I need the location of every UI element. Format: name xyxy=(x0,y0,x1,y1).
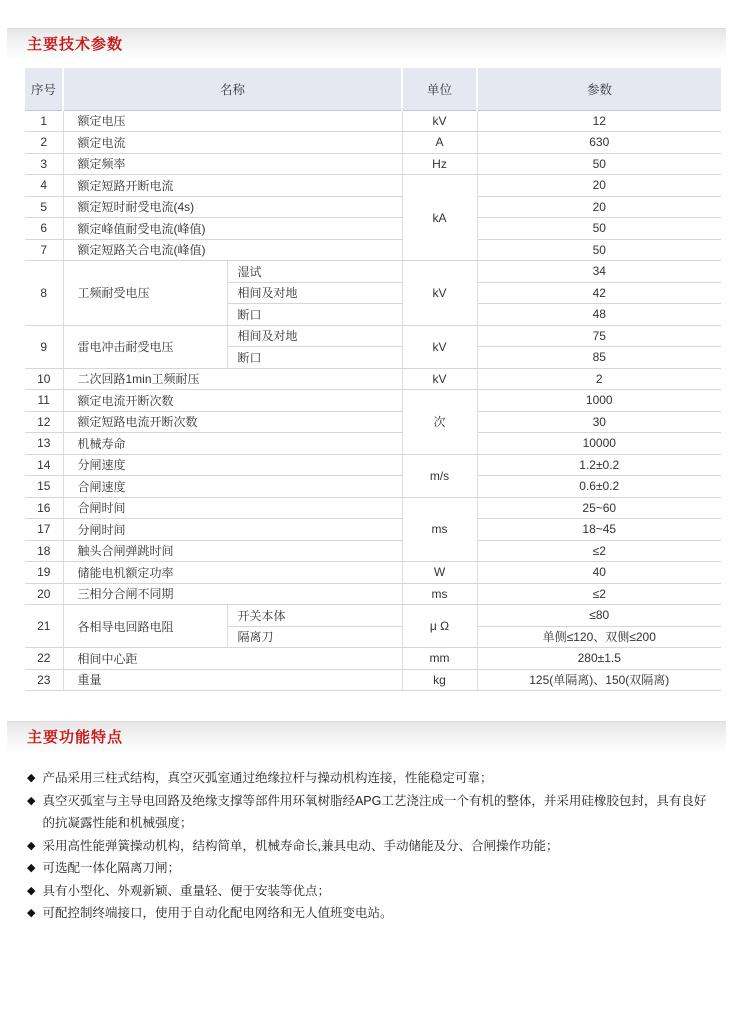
cell-unit: kV xyxy=(402,110,477,132)
table-row xyxy=(25,132,721,154)
cell-name: 分闸速度 xyxy=(63,454,402,476)
cell-unit: kg xyxy=(402,669,477,691)
feature-text: 产品采用三柱式结构，真空灭弧室通过绝缘拉杆与操动机构连接，性能稳定可靠； xyxy=(42,771,493,785)
page-title: 主要技术参数 xyxy=(27,36,124,53)
cell-val: 48 xyxy=(477,304,721,326)
cell-val: 125(单隔离)、150(双隔离) xyxy=(477,669,721,691)
cell-unit: ms xyxy=(402,497,477,562)
cell-sub: 湿试 xyxy=(227,261,402,283)
cell-unit: W xyxy=(402,562,477,584)
feature-text: 具有小型化、外观新颖、重量轻、便于安装等优点； xyxy=(42,883,330,898)
cell-no: 7 xyxy=(25,239,63,261)
cell-no: 9 xyxy=(25,325,63,368)
cell-val: 12 xyxy=(477,110,721,132)
cell-val: 630 xyxy=(477,132,721,154)
cell-val: 18~45 xyxy=(477,519,721,541)
cell-name: 分闸时间 xyxy=(63,519,402,541)
cell-name: 机械寿命 xyxy=(63,433,402,455)
cell-unit: kV xyxy=(402,325,477,368)
feature-text: 可配控制终端接口，使用于自动化配电网络和无人值班变电站。 xyxy=(42,906,393,920)
cell-unit: kA xyxy=(402,175,477,261)
cell-unit: ms xyxy=(402,583,477,605)
table-row xyxy=(25,325,721,347)
diamond-bullet-icon: ◆ xyxy=(27,794,36,807)
table-row xyxy=(25,196,721,218)
cell-no: 19 xyxy=(25,562,63,584)
cell-unit: kV xyxy=(402,261,477,326)
cell-val: ≤2 xyxy=(477,540,721,562)
cell-val: 75 xyxy=(477,325,721,347)
cell-unit: m/s xyxy=(402,454,477,497)
cell-val: 20 xyxy=(477,175,721,197)
cell-no: 5 xyxy=(25,196,63,218)
cell-name: 额定短路关合电流(峰值) xyxy=(63,239,402,261)
cell-name: 合闸速度 xyxy=(63,476,402,498)
table-row xyxy=(25,110,721,132)
cell-unit: A xyxy=(402,132,477,154)
cell-val: 20 xyxy=(477,196,721,218)
cell-name: 三相分合闸不同期 xyxy=(63,583,402,605)
table-row xyxy=(25,540,721,562)
feature-text: 采用高性能弹簧操动机构，结构简单，机械寿命长,兼具电动、手动储能及分、合闸操作功能； xyxy=(42,838,559,853)
cell-sub: 相间及对地 xyxy=(227,282,402,304)
table-row xyxy=(25,153,721,175)
cell-val: 50 xyxy=(477,153,721,175)
cell-unit: 次 xyxy=(402,390,477,455)
cell-sub: 相间及对地 xyxy=(227,325,402,347)
cell-no: 15 xyxy=(25,476,63,498)
cell-sub: 开关本体 xyxy=(227,605,402,627)
cell-no: 18 xyxy=(25,540,63,562)
feature-item xyxy=(27,857,713,880)
table-row xyxy=(25,476,721,498)
cell-val: 40 xyxy=(477,562,721,584)
cell-val: 30 xyxy=(477,411,721,433)
column-header-no: 序号 xyxy=(25,68,63,110)
cell-no: 11 xyxy=(25,390,63,412)
cell-val: 85 xyxy=(477,347,721,369)
table-row xyxy=(25,433,721,455)
cell-val: 2 xyxy=(477,368,721,390)
cell-name: 二次回路1min工频耐压 xyxy=(63,368,402,390)
column-header-unit: 单位 xyxy=(402,68,477,110)
cell-no: 10 xyxy=(25,368,63,390)
cell-no: 16 xyxy=(25,497,63,519)
features-list xyxy=(27,767,713,925)
feature-item xyxy=(27,902,713,925)
cell-name: 额定短路开断电流 xyxy=(63,175,402,197)
diamond-bullet-icon: ◆ xyxy=(27,884,36,897)
table-row xyxy=(25,390,721,412)
table-row xyxy=(25,454,721,476)
cell-name: 额定短路电流开断次数 xyxy=(63,411,402,433)
features-title: 主要功能特点 xyxy=(27,729,124,746)
column-header-value: 参数 xyxy=(477,68,721,110)
feature-item xyxy=(27,790,713,835)
cell-name: 重量 xyxy=(63,669,402,691)
cell-name: 额定频率 xyxy=(63,153,402,175)
cell-name: 相间中心距 xyxy=(63,648,402,670)
cell-val: 42 xyxy=(477,282,721,304)
section-header-tech-params xyxy=(7,28,726,58)
table-row xyxy=(25,411,721,433)
diamond-bullet-icon: ◆ xyxy=(27,772,36,784)
cell-no: 17 xyxy=(25,519,63,541)
cell-name: 储能电机额定功率 xyxy=(63,562,402,584)
cell-no: 8 xyxy=(25,261,63,326)
cell-val: 单侧≤120、双侧≤200 xyxy=(477,626,721,648)
cell-name: 额定短时耐受电流(4s) xyxy=(63,196,402,218)
table-row xyxy=(25,648,721,670)
cell-no: 20 xyxy=(25,583,63,605)
cell-unit: μ Ω xyxy=(402,605,477,648)
feature-item xyxy=(27,767,713,790)
cell-val: ≤2 xyxy=(477,583,721,605)
cell-name: 工频耐受电压 xyxy=(63,261,227,326)
cell-no: 12 xyxy=(25,411,63,433)
section-header-features xyxy=(7,721,726,751)
cell-name: 合闸时间 xyxy=(63,497,402,519)
cell-val: 1000 xyxy=(477,390,721,412)
cell-name: 触头合闸弹跳时间 xyxy=(63,540,402,562)
table-row xyxy=(25,497,721,519)
cell-no: 2 xyxy=(25,132,63,154)
cell-unit: mm xyxy=(402,648,477,670)
table-row xyxy=(25,261,721,283)
table-row xyxy=(25,239,721,261)
cell-val: 280±1.5 xyxy=(477,648,721,670)
feature-item xyxy=(27,835,713,858)
cell-sub: 断口 xyxy=(227,347,402,369)
cell-no: 21 xyxy=(25,605,63,648)
diamond-bullet-icon: ◆ xyxy=(27,839,36,852)
table-row xyxy=(25,562,721,584)
cell-val: 1.2±0.2 xyxy=(477,454,721,476)
cell-val: 50 xyxy=(477,239,721,261)
feature-text: 真空灭弧室与主导电回路及绝缘支撑等部件用环氧树脂经APG工艺浇注成一个有机的整体，并采用硅橡胶包封，具有良好的抗凝露性能和机械强度； xyxy=(42,793,707,830)
cell-no: 14 xyxy=(25,454,63,476)
table-row xyxy=(25,605,721,627)
cell-no: 1 xyxy=(25,110,63,132)
cell-val: 10000 xyxy=(477,433,721,455)
column-header-name: 名称 xyxy=(63,68,402,110)
table-row xyxy=(25,669,721,691)
cell-name: 额定电流开断次数 xyxy=(63,390,402,412)
table-row xyxy=(25,368,721,390)
table-row xyxy=(25,218,721,240)
cell-unit: kV xyxy=(402,368,477,390)
cell-name: 额定电流 xyxy=(63,132,402,154)
diamond-bullet-icon: ◆ xyxy=(27,907,36,919)
cell-name: 额定电压 xyxy=(63,110,402,132)
cell-name: 额定峰值耐受电流(峰值) xyxy=(63,218,402,240)
cell-val: 50 xyxy=(477,218,721,240)
cell-name: 各相导电回路电阻 xyxy=(63,605,227,648)
cell-no: 13 xyxy=(25,433,63,455)
cell-unit: Hz xyxy=(402,153,477,175)
params-table-body xyxy=(25,110,721,691)
cell-sub: 断口 xyxy=(227,304,402,326)
diamond-bullet-icon: ◆ xyxy=(27,862,36,874)
cell-val: 25~60 xyxy=(477,497,721,519)
cell-name: 雷电冲击耐受电压 xyxy=(63,325,227,368)
cell-no: 6 xyxy=(25,218,63,240)
table-row xyxy=(25,175,721,197)
table-row xyxy=(25,583,721,605)
cell-val: 34 xyxy=(477,261,721,283)
cell-sub: 隔离刀 xyxy=(227,626,402,648)
cell-no: 23 xyxy=(25,669,63,691)
cell-val: 0.6±0.2 xyxy=(477,476,721,498)
cell-val: ≤80 xyxy=(477,605,721,627)
cell-no: 4 xyxy=(25,175,63,197)
cell-no: 22 xyxy=(25,648,63,670)
table-row xyxy=(25,519,721,541)
cell-no: 3 xyxy=(25,153,63,175)
params-table xyxy=(25,68,721,691)
feature-text: 可选配一体化隔离刀闸； xyxy=(42,861,180,875)
table-header-row xyxy=(25,68,721,110)
feature-item xyxy=(27,880,713,903)
